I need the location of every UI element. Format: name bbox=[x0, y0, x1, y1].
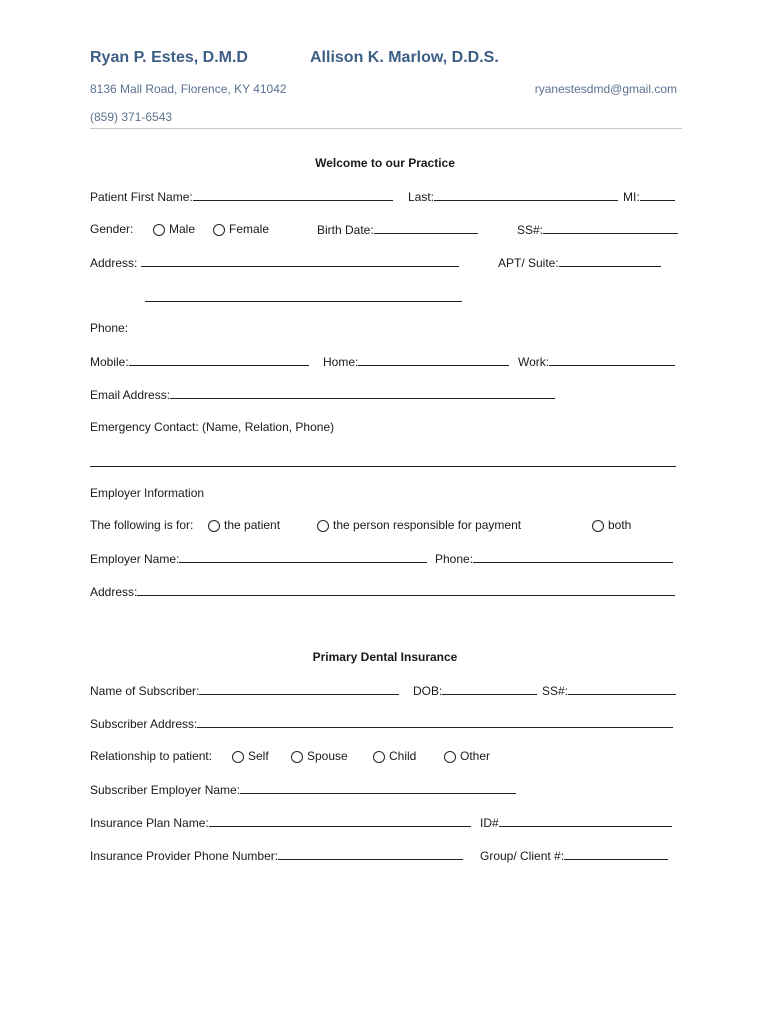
plan-name-label: Insurance Plan Name: bbox=[90, 816, 209, 830]
subscriber-ssn-field[interactable] bbox=[568, 683, 676, 695]
employer-section-label: Employer Information bbox=[90, 486, 205, 500]
emergency-contact-label: Emergency Contact: (Name, Relation, Phone) bbox=[90, 420, 335, 434]
insurance-id-row bbox=[480, 815, 672, 830]
doctor-name-marlow: Allison K. Marlow, D.D.S. bbox=[310, 49, 499, 66]
employer-address-label: Address: bbox=[90, 585, 138, 599]
email-field[interactable] bbox=[170, 387, 555, 399]
subscriber-field[interactable] bbox=[199, 683, 399, 695]
birth-date-field[interactable] bbox=[374, 222, 478, 234]
relationship-child-option[interactable] bbox=[373, 749, 416, 763]
other-radio[interactable] bbox=[444, 751, 456, 763]
practice-phone: (859) 371-6543 bbox=[90, 110, 173, 124]
for-patient-radio[interactable] bbox=[208, 520, 220, 532]
subscriber-address-row bbox=[90, 716, 673, 731]
employer-phone-row bbox=[435, 551, 673, 566]
subscriber-address-label: Subscriber Address: bbox=[90, 717, 198, 731]
relationship-other-option[interactable] bbox=[444, 749, 490, 763]
ssn-row bbox=[517, 222, 678, 237]
subscriber-employer-label: Subscriber Employer Name: bbox=[90, 783, 241, 797]
dob-row bbox=[413, 683, 537, 698]
email-label: Email Address: bbox=[90, 388, 171, 402]
spouse-radio[interactable] bbox=[291, 751, 303, 763]
apt-label: APT/ Suite: bbox=[498, 256, 559, 270]
mobile-row bbox=[90, 354, 309, 369]
emergency-contact-field[interactable] bbox=[90, 455, 676, 467]
address-label: Address: bbox=[90, 256, 138, 270]
birth-date-label: Birth Date: bbox=[317, 223, 374, 237]
for-both-option[interactable] bbox=[592, 518, 631, 532]
address-field[interactable] bbox=[141, 255, 459, 267]
female-radio[interactable] bbox=[213, 224, 225, 236]
female-label: Female bbox=[229, 222, 270, 236]
for-both-label: both bbox=[608, 518, 632, 532]
employer-address-field[interactable] bbox=[137, 584, 675, 596]
work-field[interactable] bbox=[549, 354, 675, 366]
first-name-row bbox=[90, 189, 393, 204]
gender-male-option[interactable] bbox=[153, 222, 195, 236]
relationship-spouse-option[interactable] bbox=[291, 749, 348, 763]
male-label: Male bbox=[169, 222, 196, 236]
for-both-radio[interactable] bbox=[592, 520, 604, 532]
provider-phone-label: Insurance Provider Phone Number: bbox=[90, 849, 279, 863]
practice-address: 8136 Mall Road, Florence, KY 41042 bbox=[90, 82, 287, 96]
mi-label: MI: bbox=[623, 190, 640, 204]
for-responsible-radio[interactable] bbox=[317, 520, 329, 532]
for-patient-option[interactable] bbox=[208, 518, 280, 532]
subscriber-label: Name of Subscriber: bbox=[90, 684, 200, 698]
self-label: Self bbox=[248, 749, 269, 763]
doctor-name-estes: Ryan P. Estes, D.M.D bbox=[90, 49, 248, 66]
insurance-id-label: ID# bbox=[480, 816, 499, 830]
provider-phone-row bbox=[90, 848, 463, 863]
relationship-self-option[interactable] bbox=[232, 749, 269, 763]
subscriber-employer-field[interactable] bbox=[240, 782, 516, 794]
first-name-label: Patient First Name: bbox=[90, 190, 193, 204]
birth-date-row bbox=[317, 222, 478, 237]
email-row bbox=[90, 387, 555, 402]
group-client-label: Group/ Client #: bbox=[480, 849, 565, 863]
for-patient-label: the patient bbox=[224, 518, 281, 532]
home-label: Home: bbox=[323, 355, 359, 369]
last-name-row bbox=[408, 189, 618, 204]
first-name-field[interactable] bbox=[193, 189, 393, 201]
last-name-label: Last: bbox=[408, 190, 435, 204]
address-row bbox=[90, 255, 459, 270]
gender-female-option[interactable] bbox=[213, 222, 269, 236]
mobile-field[interactable] bbox=[129, 354, 309, 366]
phone-label: Phone: bbox=[90, 321, 129, 335]
subscriber-ssn-row bbox=[542, 683, 676, 698]
employer-phone-field[interactable] bbox=[473, 551, 673, 563]
home-field[interactable] bbox=[358, 354, 509, 366]
subscriber-employer-row bbox=[90, 782, 516, 797]
subscriber-row bbox=[90, 683, 399, 698]
welcome-heading: Welcome to our Practice bbox=[315, 156, 455, 170]
address-line-2-field[interactable] bbox=[145, 290, 462, 302]
mi-row bbox=[623, 189, 675, 204]
group-client-field[interactable] bbox=[564, 848, 668, 860]
employer-name-field[interactable] bbox=[179, 551, 427, 563]
insurance-id-field[interactable] bbox=[499, 815, 672, 827]
ssn-field[interactable] bbox=[543, 222, 678, 234]
other-label: Other bbox=[460, 749, 491, 763]
gender-label: Gender: bbox=[90, 222, 134, 236]
self-radio[interactable] bbox=[232, 751, 244, 763]
plan-name-row bbox=[90, 815, 471, 830]
child-radio[interactable] bbox=[373, 751, 385, 763]
male-radio[interactable] bbox=[153, 224, 165, 236]
practice-email: ryanestesdmd@gmail.com bbox=[534, 82, 677, 96]
ssn-label: SS#: bbox=[517, 223, 544, 237]
relationship-label: Relationship to patient: bbox=[90, 749, 213, 763]
subscriber-ssn-label: SS#: bbox=[542, 684, 569, 698]
employer-name-label: Employer Name: bbox=[90, 552, 180, 566]
for-responsible-label: the person responsible for payment bbox=[333, 518, 522, 532]
subscriber-address-field[interactable] bbox=[197, 716, 673, 728]
employer-name-row bbox=[90, 551, 427, 566]
employer-phone-label: Phone: bbox=[435, 552, 474, 566]
mobile-label: Mobile: bbox=[90, 355, 129, 369]
child-label: Child bbox=[389, 749, 417, 763]
spouse-label: Spouse bbox=[307, 749, 348, 763]
apt-field[interactable] bbox=[559, 255, 661, 267]
for-responsible-option[interactable] bbox=[317, 518, 521, 532]
header-divider bbox=[90, 128, 682, 129]
mi-field[interactable] bbox=[640, 189, 675, 201]
employer-address-row bbox=[90, 584, 675, 599]
dob-field[interactable] bbox=[442, 683, 537, 695]
work-row bbox=[518, 354, 675, 369]
plan-name-field[interactable] bbox=[209, 815, 471, 827]
provider-phone-field[interactable] bbox=[278, 848, 463, 860]
employer-for-label: The following is for: bbox=[90, 518, 194, 532]
home-row bbox=[323, 354, 509, 369]
insurance-heading: Primary Dental Insurance bbox=[312, 650, 458, 664]
apt-row bbox=[498, 255, 661, 270]
dob-label: DOB: bbox=[413, 684, 443, 698]
group-client-row bbox=[480, 848, 668, 863]
last-name-field[interactable] bbox=[434, 189, 618, 201]
work-label: Work: bbox=[518, 355, 550, 369]
